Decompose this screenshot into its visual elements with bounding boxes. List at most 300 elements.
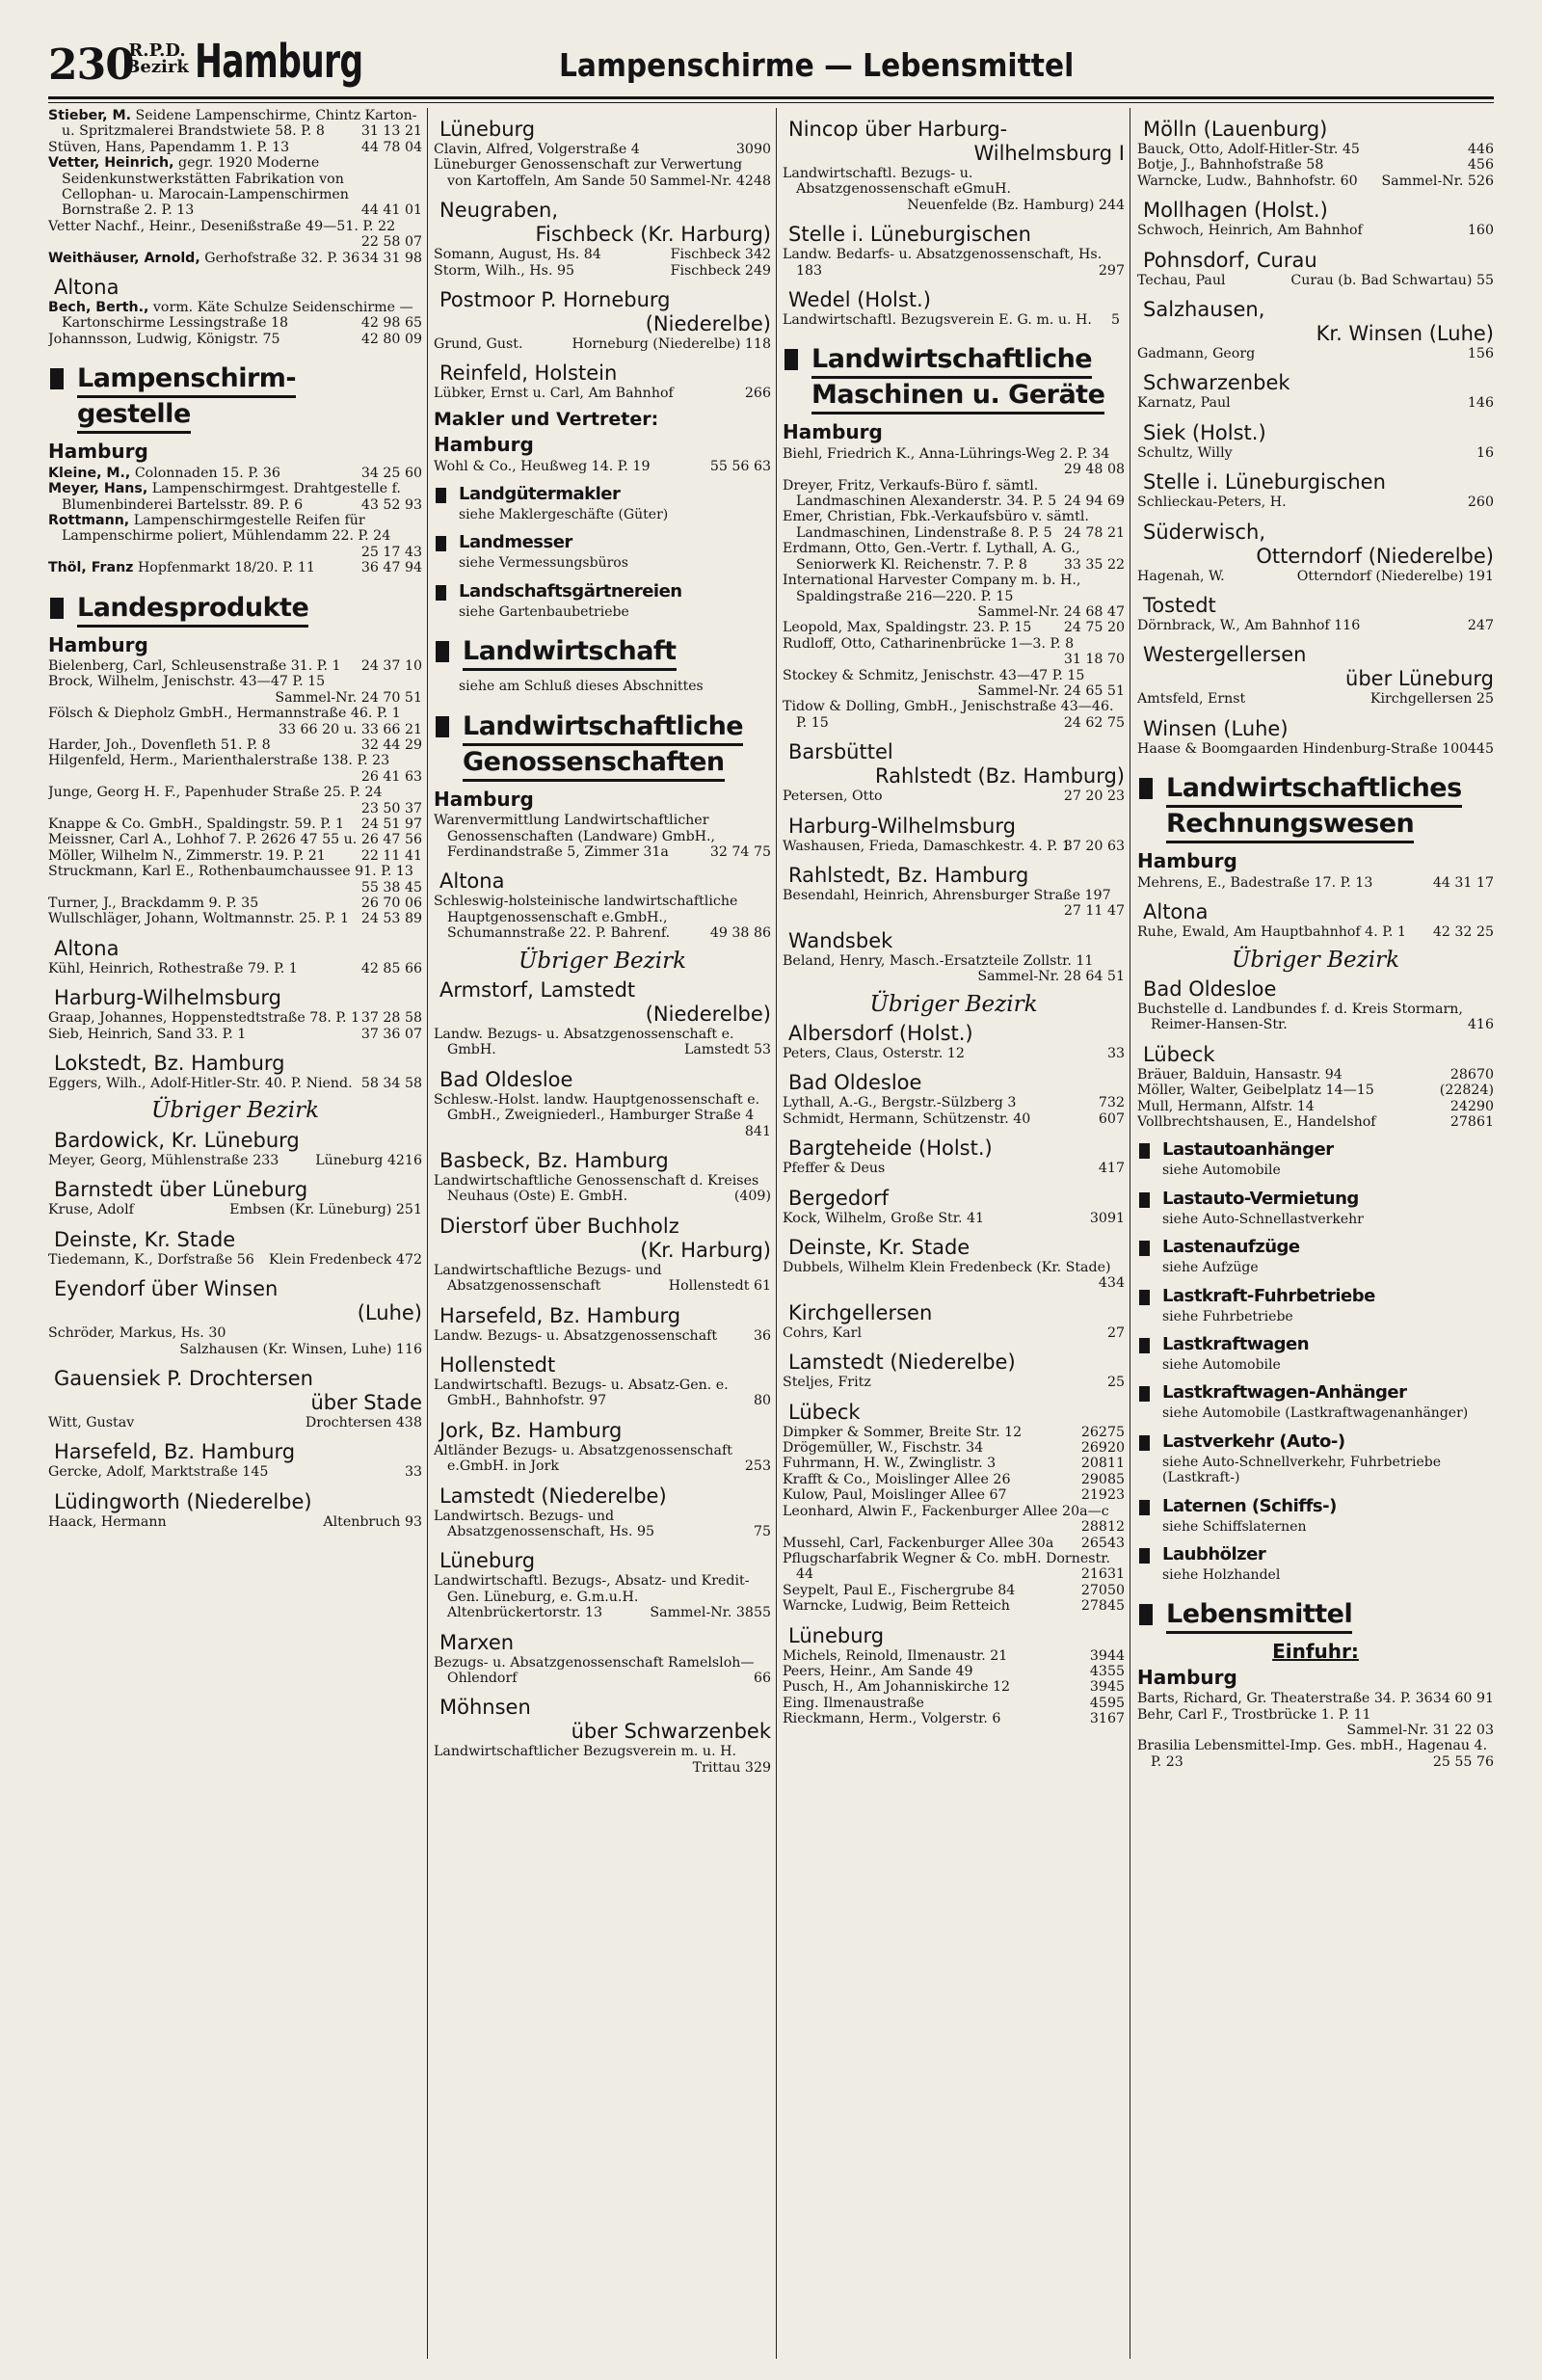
entry-text: Wohl & Co., Heußweg 14. P. 19 [434,458,651,474]
directory-entry [48,832,422,847]
see-reference: siehe Vermessungsbüros [459,555,628,572]
directory-entry [434,1377,771,1409]
directory-entry [48,1325,422,1357]
see-reference: siehe Maklergeschäfte (Güter) [459,507,669,523]
entry-phone: 75 [753,1524,771,1540]
directory-entry [1137,1707,1494,1739]
entry-phone: 3944 [1089,1647,1125,1664]
entry-phone: 25 55 76 [1432,1753,1494,1770]
directory-entry [783,1425,1125,1440]
category-title: Landesprodukte [77,592,308,628]
town-name: Westergellersen [1143,643,1307,667]
entry-text: Lüneburger Genossenschaft zur Verwertung von Kartoffeln, Am Sande 50 [434,157,743,189]
directory-entry [1137,1114,1494,1130]
entry-text: Junge, Georg H. F., Papenhuder Straße 25. P. 24 [48,785,383,801]
directory-entry [1137,691,1494,707]
entry-text: Karnatz, Paul [1137,395,1231,412]
category-marker [1139,778,1153,799]
entry-text: Dörnbrack, W., Am Bahnhof 116 [1137,618,1361,634]
category-heading [434,710,771,782]
city-title: Hamburg [195,35,363,89]
town-name-cont: (Niederelbe) [645,312,771,336]
entry-text: Meissner, Carl A., Lohhof 7. P. 26 [48,832,279,848]
directory-entry [1137,273,1494,288]
town-name-cont: Rahlstedt (Bz. Hamburg) [875,764,1125,789]
entry-text: Pflugscharfabrik Wegner & Co. mbH. Dornestr. 44 [783,1550,1110,1583]
town-name: Dierstorf über Buchholz [439,1214,679,1238]
directory-entry [48,251,422,266]
entry-text: Leonhard, Alwin F., Fackenburger Allee 20a—c [783,1503,1109,1519]
entry-text: Buchstelle d. Landbundes f. d. Kreis Stormarn, Reimer-Hansen-Str. [1137,1001,1463,1033]
directory-entry [783,1260,1125,1292]
entry-phone: 29 48 08 [1063,462,1125,478]
town-name: Altona [54,276,120,300]
category-title: Lastkraftwagen-Anhänger [1162,1382,1407,1404]
directory-entry [783,1487,1125,1503]
entry-text: Landwirtschaftl. Bezugsverein E. G. m. u. H. [783,312,1092,329]
town-heading [783,1022,1125,1046]
directory-entry [783,1504,1125,1536]
entry-phone: 37 36 07 [360,1026,422,1042]
directory-entry [434,1744,771,1776]
directory-entry [783,1456,1125,1471]
directory-entry [434,263,771,279]
directory-entry [783,789,1125,804]
town-heading [783,1624,1125,1648]
entry-text: Vollbrechtshausen, E., Handelshof [1137,1113,1376,1130]
town-name: Salzhausen, [1143,298,1265,322]
town-heading [783,118,1125,166]
directory-entry [1137,395,1494,411]
entry-text: Eing. Ilmenaustraße [783,1695,924,1711]
town-name: Reinfeld, Holstein [439,361,618,386]
entry-phone: 55 38 45 [360,879,422,896]
entry-phone: Lamstedt 53 [683,1042,771,1058]
entry-text: Kock, Wilhelm, Große Str. 41 [783,1210,985,1226]
entry-text: Brasilia Lebensmittel-Imp. Ges. mbH., Hagenau 4. P. 23 [1137,1738,1488,1770]
entry-phone: Altenbruch 93 [323,1513,422,1530]
entry-phone: 21631 [1080,1566,1125,1583]
category-title: Landmesser [459,532,572,553]
entry-phone: Sammel-Nr. 31 22 03 [1346,1723,1494,1739]
entry-phone: 24 78 21 [1063,524,1125,541]
entry-phone: Curau (b. Bad Schwartau) 55 [1290,272,1494,288]
town-name: Deinste, Kr. Stade [54,1227,236,1251]
entry-name: Kleine, M., [48,465,131,481]
entry-phone: 36 [753,1327,771,1344]
town-heading [48,1277,422,1325]
column-divider [427,108,428,2359]
directory-entry [48,706,422,737]
directory-entry [48,896,422,911]
city-subheading: Hamburg [1137,849,1237,873]
directory-entry [1137,569,1494,584]
directory-entry [48,1076,422,1091]
category-title: Landschaftsgärtnereien [459,580,682,602]
entry-text: Landwirtschaftlicher Bezugsverein m. u. H. [434,1744,736,1760]
town-name: Süderwisch, [1143,520,1266,544]
entry-text: Botje, J., Bahnhofstraße 58 [1137,157,1324,174]
directory-entry [434,157,771,189]
entry-text: Schröder, Markus, Hs. 30 [48,1325,226,1342]
entry-text: Dubbels, Wilhelm Klein Fredenbeck (Kr. Stade) [783,1260,1111,1276]
entry-text: Tidow & Dolling, GmbH., Jenischstraße 43—46. P. 15 [783,699,1114,731]
header-rule-thin [48,102,1494,103]
category-heading-small [1137,1139,1494,1161]
entry-phone: (409) [733,1189,771,1205]
entry-text: Schwoch, Heinrich, Am Bahnhof [1137,223,1363,239]
directory-entry [434,1092,771,1139]
directory-entry [1137,346,1494,361]
directory-entry [1137,1083,1494,1098]
category-marker [1139,1290,1150,1305]
district-subheading: Übriger Bezirk [518,948,687,974]
entry-text: Altländer Bezugs- u. Absatzgenossenschaft e.GmbH. in Jork [434,1442,732,1475]
entry-phone: 26275 [1080,1424,1125,1440]
category-marker [1139,1548,1150,1564]
category-heading [48,592,422,628]
category-heading-small [434,484,771,505]
directory-entry [783,1046,1125,1061]
entry-text: Peers, Heinr., Am Sande 49 [783,1663,973,1679]
entry-phone: 417 [1098,1161,1125,1177]
entry-phone: 49 38 86 [709,925,771,942]
directory-entry [48,481,422,513]
category-marker [436,488,446,503]
directory-entry [783,166,1125,213]
directory-entry [48,961,422,976]
town-name: Lüneburg [439,118,536,141]
town-heading [783,1187,1125,1211]
entry-text: Möller, Walter, Geibelplatz 14—15 [1137,1083,1374,1099]
entry-text: International Harvester Company m. b. H., Spaldingstraße 216—220. P. 15 [783,573,1081,604]
entry-phone: 80 [753,1393,771,1409]
category-marker [1139,1386,1150,1402]
entry-phone: 37 28 58 [360,1010,422,1027]
entry-phone: 841 [744,1123,771,1139]
directory-entry [1137,1691,1494,1706]
town-name: Lamstedt (Niederelbe) [439,1484,667,1508]
town-heading [48,986,422,1010]
town-name: Harsefeld, Bz. Hamburg [54,1440,296,1464]
town-heading [1137,1043,1494,1067]
town-name: Lübeck [788,1400,861,1424]
entry-text: Ruhe, Ewald, Am Hauptbahnhof 4. P. 1 [1137,924,1406,941]
entry-phone: 31 18 70 [1063,652,1125,668]
page-number: 230 [48,40,134,90]
entry-text: Fölsch & Diepholz GmbH., Hermannstraße 46. P. 1 [48,706,401,722]
column-1 [48,108,422,2359]
town-heading [48,1052,422,1076]
town-heading [1137,900,1494,924]
entry-phone: 55 56 63 [709,458,771,474]
column-4 [1137,108,1494,2359]
entry-phone: 26543 [1080,1535,1125,1551]
entry-phone: 33 35 22 [1063,556,1125,573]
entry-phone: 4595 [1089,1695,1125,1711]
entry-phone: Otterndorf (Niederelbe) 191 [1296,568,1494,584]
entry-text: Mehrens, E., Badestraße 17. P. 13 [1137,874,1373,891]
page-header [48,35,1494,98]
category-title: Landwirtschaft [463,635,677,671]
entry-phone: Sammel-Nr. 3855 [650,1605,771,1621]
entry-phone: 25 17 43 [360,544,422,560]
category-marker [1139,1192,1150,1208]
town-name: Altona [1143,900,1209,924]
entry-text: Pfeffer & Deus [783,1161,886,1177]
town-heading [783,1401,1125,1425]
entry-phone: Fischbeck 342 [670,247,771,263]
city-subheading: Hamburg [783,420,883,444]
town-name: Bardowick, Kr. Lüneburg [54,1128,300,1152]
entry-phone: Fischbeck 249 [670,262,771,279]
category-marker [436,641,449,662]
entry-text: Bauck, Otto, Adolf-Hitler-Str. 45 [1137,142,1360,157]
category-heading [1137,1598,1494,1634]
directory-entry [48,108,422,140]
entry-phone: 3167 [1089,1711,1125,1727]
entry-text: Landw. Bezugs- u. Absatzgenossenschaft e. GmbH. [434,1026,734,1058]
town-name: Harburg-Wilhelmsburg [54,986,281,1010]
entry-text: Haack, Hermann [48,1513,167,1530]
entry-phone: 26 70 06 [360,896,422,912]
category-title: Lastkraft-Fuhrbetriebe [1162,1285,1375,1306]
entry-text: Hilgenfeld, Herm., Marienthalerstraße 138. P. 23 [48,753,390,769]
directory-entry [48,300,422,332]
see-reference: siehe Auto-Schnellverkehr, Fuhrbetriebe (Lastkraft-) [1162,1454,1442,1486]
town-name-cont: über Lüneburg [1345,667,1494,691]
entry-phone: Sammel-Nr. 28 64 51 [977,969,1125,985]
directory-entry [434,247,771,262]
entry-phone: 3090 [735,142,771,157]
directory-entry [48,140,422,155]
entry-phone: 44 78 04 [360,139,422,155]
category-heading-small [1137,1334,1494,1355]
entry-phone: 160 [1467,223,1494,239]
town-name-cont: Wilhelmsburg I [973,142,1125,165]
entry-address: Bornstraße 2. P. 13 [62,202,195,219]
entry-phone: 42 85 66 [360,960,422,976]
town-heading [783,929,1125,953]
entry-text: Hopfenmarkt 18/20. P. 11 [137,560,315,576]
entry-text: Warenvermittlung Landwirtschaftlicher Genossenschaften (Landware) GmbH., Ferdinandstraße 5, Zimmer 31a [434,813,716,860]
town-name-cont: über Stade [310,1390,422,1414]
entry-text: Gerhofstraße 32. P. 36 [204,250,360,266]
entry-phone: 24 53 89 [360,911,422,927]
town-name: Basbeck, Bz. Hamburg [439,1148,669,1172]
directory-entry [48,848,422,864]
category-marker [784,349,798,370]
directory-entry [783,699,1125,731]
see-reference: siehe Gartenbaubetriebe [459,603,629,620]
entry-phone: 27 20 23 [1063,789,1125,805]
entry-text: Landwirtschaftliche Genossenschaft d. Kreises Neuhaus (Oste) E. GmbH. [434,1172,759,1205]
entry-text: Bräuer, Balduin, Hansastr. 94 [1137,1066,1343,1083]
category-marker [1139,1241,1150,1256]
town-name: Neugraben, [439,199,559,223]
entry-text: Landw. Bezugs- u. Absatzgenossenschaft [434,1327,718,1344]
category-heading-small [434,581,771,602]
entry-phone: 24290 [1449,1098,1494,1114]
entry-phone: 24 37 10 [360,657,422,674]
town-heading [48,1178,422,1202]
category-title-cont: Maschinen u. Geräte [811,379,1104,414]
town-heading [1137,249,1494,273]
section-title: Lampenschirme — Lebensmittel [559,46,1075,84]
entry-phone: 32 44 29 [360,736,422,753]
directory-entry [48,1464,422,1480]
directory-entry [434,1328,771,1344]
entry-text: Pusch, H., Am Johanniskirche 12 [783,1679,1011,1696]
town-name: Möhnsen [439,1696,531,1720]
entry-phone: 27 [1106,1324,1125,1341]
directory-entry [1137,741,1494,757]
entry-phone: 25 [1106,1375,1125,1391]
directory-entry [48,155,422,219]
entry-text: Mussehl, Carl, Fackenburger Allee 30a [783,1535,1054,1551]
directory-entry [434,1509,771,1540]
entry-name: Thöl, Franz [48,560,134,576]
entry-phone: 20811 [1080,1456,1125,1472]
see-reference: siehe Automobile [1162,1163,1281,1179]
town-name: Lüdingworth (Niederelbe) [54,1489,312,1513]
town-name: Deinste, Kr. Stade [788,1236,970,1260]
entry-phone: Sammel-Nr. 24 70 51 [275,689,422,706]
entry-text: Techau, Paul [1137,272,1226,288]
entry-phone: 26 47 55 u. 26 47 56 [278,832,422,848]
town-heading [1137,199,1494,223]
entry-name: Stieber, M. [48,108,132,123]
town-heading [434,1549,771,1573]
entry-address: Brandstwiete 58. P. 8 [177,123,325,140]
entry-name: Rottmann, [48,512,130,528]
town-heading [48,937,422,961]
entry-text: Washausen, Frieda, Damaschkestr. 4. P. 1 [783,838,1071,854]
category-heading-small [1137,1431,1494,1453]
directory-entry [783,573,1125,620]
district-label-line2: Bezirk [125,57,189,77]
category-marker [1139,1500,1150,1515]
town-heading [48,1490,422,1514]
entry-text: Seidene Lampenschirme, Chintz Karton- u. Spritzmalerei [62,108,417,140]
entry-phone: 24 51 97 [360,816,422,832]
directory-entry [783,888,1125,920]
category-heading [48,362,422,434]
entry-phone: 607 [1098,1110,1125,1127]
entry-text: Landwirtsch. Bezugs- und Absatzgenossenschaft, Hs. 95 [434,1508,655,1540]
entry-phone: Hollenstedt 61 [668,1278,771,1295]
directory-entry [48,816,422,832]
town-name: Mollhagen (Holst.) [1143,199,1328,223]
district-label-line1: R.P.D. [128,40,186,61]
entry-phone: Embsen (Kr. Lüneburg) 251 [229,1202,422,1218]
entry-text: Clavin, Alfred, Volgerstraße 4 [434,142,640,157]
entry-name: Bech, Berth., [48,300,149,316]
entry-phone: Lüneburg 4216 [315,1152,422,1168]
entry-text: Fuhrmann, H. W., Zwinglistr. 3 [783,1456,997,1472]
town-name: Barnstedt über Lüneburg [54,1178,308,1202]
directory-entry [48,864,422,896]
see-reference: siehe Auto-Schnellastverkehr [1162,1211,1364,1227]
entry-text: Meyer, Georg, Mühlenstraße 233 [48,1152,279,1168]
entry-text: Emer, Christian, Fbk.-Verkaufsbüro v. sämtl. Landmaschinen, Lindenstraße 8. P. 5 [783,509,1089,541]
entry-text: Landwirtschaftl. Bezugs-, Absatz- und Kredit-Gen. Lüneburg, e. G.m.u.H. Altenbrückertorstr. 13 [434,1573,750,1621]
directory-entry [783,1679,1125,1695]
directory-entry [783,247,1125,279]
entry-phone: 156 [1467,346,1494,362]
entry-phone: 146 [1467,395,1494,412]
directory-entry [434,386,771,401]
directory-entry [783,620,1125,635]
directory-entry [1137,1099,1494,1114]
town-name: Lübeck [1143,1042,1215,1066]
town-name: Gauensiek P. Drochtersen [54,1366,313,1390]
town-heading [1137,594,1494,618]
directory-entry [434,894,771,941]
see-reference: siehe Aufzüge [1162,1260,1259,1276]
directory-entry [48,1252,422,1268]
entry-phone: 22 58 07 [360,234,422,251]
entry-text: Storm, Wilh., Hs. 95 [434,262,575,279]
town-name: Tostedt [1143,594,1216,618]
entry-text: Beland, Henry, Masch.-Ersatzteile Zollstr. 11 [783,952,1094,969]
directory-entry [783,509,1125,541]
directory-entry [434,1173,771,1205]
category-marker [1139,1143,1150,1159]
entry-phone: 26 41 63 [360,768,422,785]
entry-text: Dimpker & Sommer, Breite Str. 12 [783,1424,1023,1440]
entry-text: Peters, Claus, Osterstr. 12 [783,1046,965,1061]
entry-text: Cohrs, Karl [783,1324,862,1341]
entry-text: Erdmann, Otto, Gen.-Vertr. f. Lythall, A. G., Seniorwerk Kl. Reichenstr. 7. P. 8 [783,541,1080,573]
entry-phone: 24 94 69 [1063,494,1125,510]
directory-entry [1137,157,1494,173]
entry-text: Schleswig-holsteinische landwirtschaftliche Hauptgenossenschaft e.GmbH., Schumannstraße 22. P. Bahrenf. [434,894,738,942]
category-marker [50,368,64,389]
entry-phone: 27861 [1449,1113,1494,1130]
entry-text: Grund, Gust. [434,336,523,353]
town-name: Wedel (Holst.) [788,288,931,312]
town-heading [1137,470,1494,495]
entry-text: Witt, Gustav [48,1414,135,1431]
entry-phone: Sammel-Nr. 4248 [650,173,771,189]
entry-phone: 43 52 93 [360,496,422,513]
town-heading [48,1367,422,1415]
directory-entry [434,813,771,860]
city-subheading: Hamburg [48,632,148,656]
directory-entry [48,513,422,560]
entry-phone: 266 [744,386,771,402]
directory-entry [783,1161,1125,1176]
entry-phone: 24 75 20 [1063,620,1125,636]
entry-text: Besendahl, Heinrich, Ahrensburger Straße 197 [783,887,1111,903]
entry-phone: 3945 [1089,1679,1125,1696]
directory-entry [783,1440,1125,1456]
entry-text: Rieckmann, Herm., Volgerstr. 6 [783,1711,1001,1727]
town-heading [783,1071,1125,1095]
directory-entry [783,668,1125,700]
entry-phone: Sammel-Nr. 24 65 51 [977,682,1125,699]
town-heading [783,815,1125,839]
directory-entry [48,1027,422,1042]
town-name-cont: (Niederelbe) [645,1002,771,1026]
entry-text: Somann, August, Hs. 84 [434,247,601,263]
entry-text: gegr. 1920 Moderne Seidenkunstwerkstätten Fabrikation von Cellophan- u. Marocain-Lampenschirmen [62,155,349,203]
directory-entry [48,1202,422,1217]
category-marker [436,716,449,737]
entry-phone: 445 [1467,740,1494,757]
entry-name: Vetter, Heinrich, [48,155,174,172]
